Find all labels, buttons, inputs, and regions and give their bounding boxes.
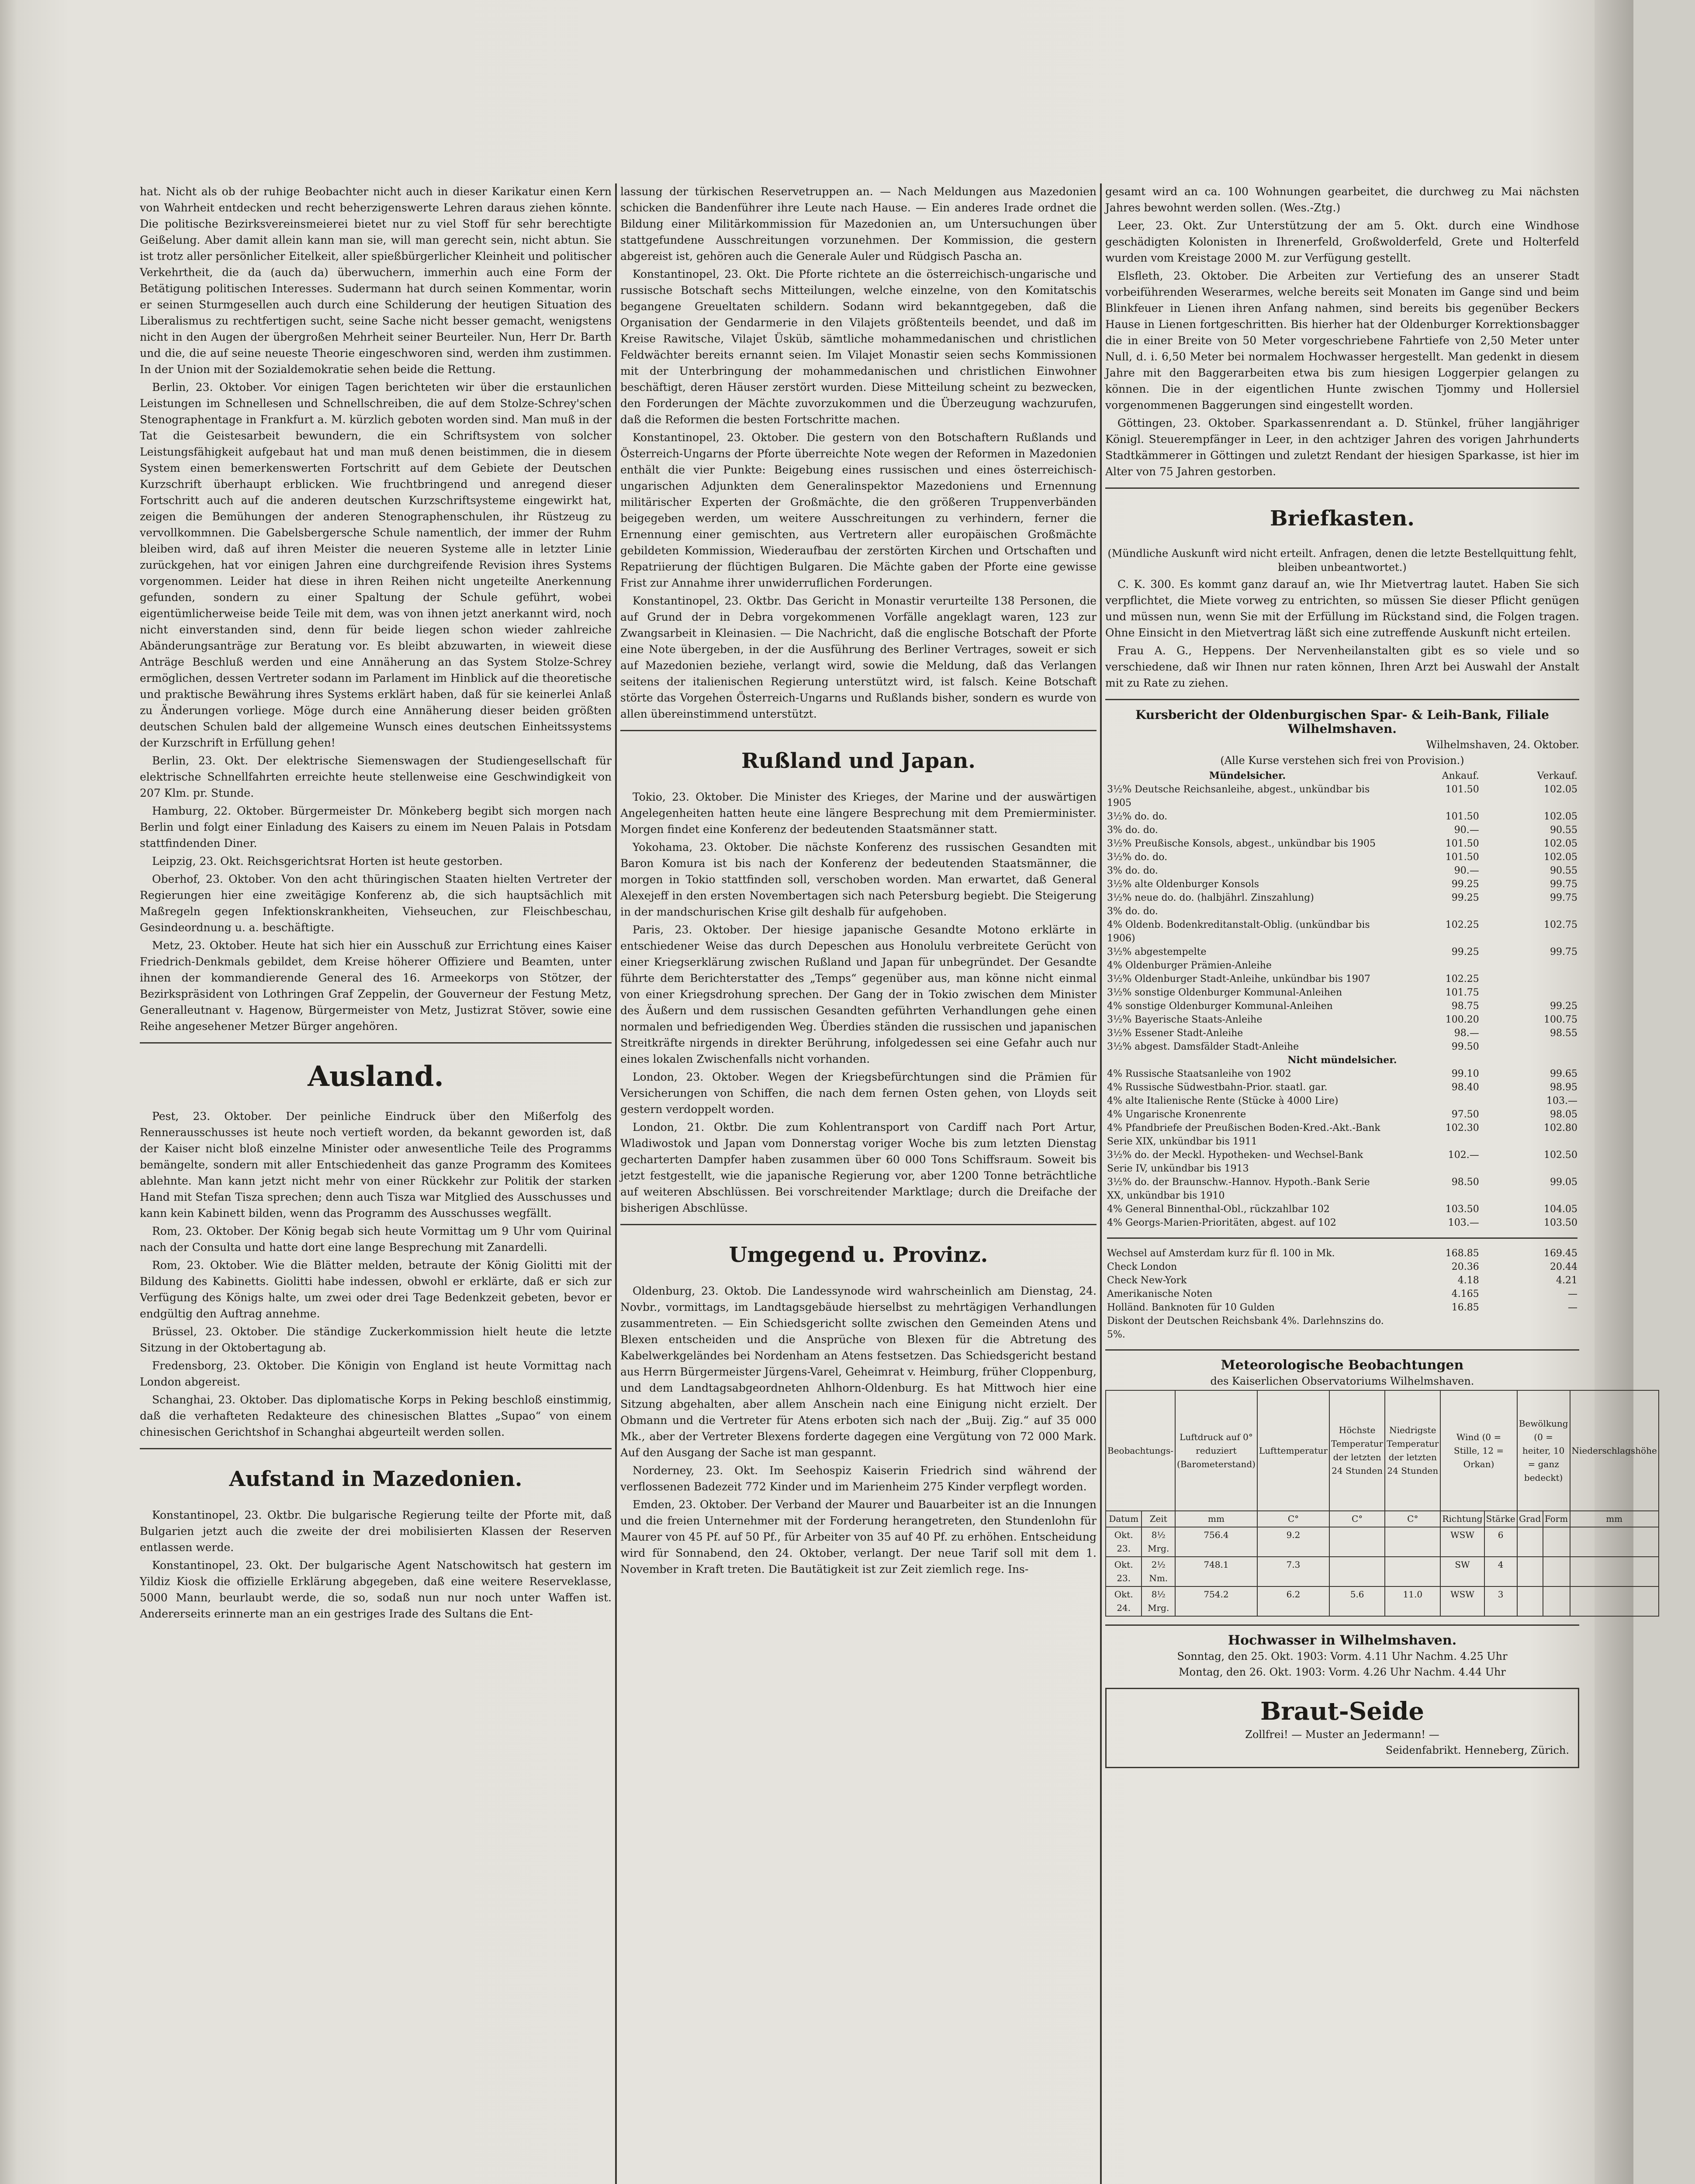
kurs-value: 99.75 [1550,892,1577,903]
article-text: Brüssel, 23. Oktober. Die ständige Zuckerkommission hielt heute die letzte Sitzung in der Oktobertagung ab. [140,1325,612,1354]
kurs-value: 98.40 [1451,1082,1479,1093]
kurs-row [1105,1203,1579,1216]
kurs-name: 4% Pfandbriefe der Preußischen Boden-Kred.-Akt.-Bank Serie XIX, unkündbar bis 1911 [1107,1123,1380,1147]
kurs-note: (Alle Kurse verstehen sich frei von Provision.) [1220,754,1464,767]
kurs-row [1105,945,1579,959]
kurs-value: 20.44 [1550,1261,1577,1272]
met-subhead: Stärke [1484,1511,1517,1527]
kurs-table [1105,769,1579,1341]
kurs-name: 4% Russische Staatsanleihe von 1902 [1107,1068,1291,1079]
met-subhead: mm [1175,1511,1257,1527]
briefkasten-note: (Mündliche Auskunft wird nicht erteilt. Anfragen, denen die letzte Bestellquittung fehlt, bleiben unbeantwortet.) [1107,547,1577,574]
kurs-date: Wilhelmshaven, 24. Oktober. [1426,739,1579,751]
kurs-value: 20.36 [1451,1261,1479,1272]
met-cell: Okt. 23. [1106,1557,1142,1586]
kurs-name: 3% do. do. [1107,865,1158,876]
kurs-value: 101.50 [1445,811,1479,822]
met-head: Beobachtungs- [1106,1390,1175,1511]
kurs-name: 3½% do. der Braunschw.-Hannov. Hypoth.-Bank Serie XX, unkündbar bis 1910 [1107,1177,1370,1201]
kurs-group-3 [1105,1247,1579,1341]
kurs-value: 103.50 [1544,1217,1577,1228]
met-cell [1329,1527,1385,1557]
column-1 [140,183,612,1624]
kurs-name: 3½% Essener Stadt-Anleihe [1107,1028,1243,1039]
kurs-row [1105,1216,1579,1230]
kurs-name: 3½% alte Oldenburger Konsols [1107,879,1259,890]
met-subtitle: des Kaiserlichen Observatoriums Wilhelmshaven. [1210,1375,1474,1387]
met-cell: 4 [1484,1557,1517,1586]
divider [620,730,1097,731]
article-text: London, 23. Oktober. Wegen der Kriegsbefürchtungen sind die Prämien für Versicherungen von Schiffen, die nach dem fernen Osten gehen, von Lloyds seit gestern verdoppelt worden. [620,1071,1097,1116]
met-row [1106,1527,1659,1557]
met-cell [1570,1527,1659,1557]
kurs-row [1105,1067,1579,1081]
met-cell: 11.0 [1385,1586,1440,1616]
kurs-value [1390,959,1481,972]
kurs-row [1105,1040,1579,1054]
kurs-name: 3% do. do. [1107,825,1158,836]
article-text: Hamburg, 22. Oktober. Bürgermeister Dr. Mönkeberg begibt sich morgen nach Berlin und folgt einer Einladung des Kaisers zu einem im Neuen Palais in Potsdam stattfindenden Diner. [140,805,612,850]
kurs-name: Check New-York [1107,1275,1187,1286]
met-cell [1570,1586,1659,1616]
article-text: Oldenburg, 23. Oktob. Die Landessynode wird wahrscheinlich am Dienstag, 24. Novbr., vormittags, im Landtagsgebäude hierselbst zu mehrtägigen Verhandlungen zusammentreten. — Ein Schiedsgericht sollte zwischen den Gemeinden Atens und Blexen entscheiden und die Ansprüche von Blexen für die Abtretung des Kabelwerkgeländes bei Nordenham an Atens festsetzen. Das Schiedsgericht bestand aus Herrn Bürgermeister Jürgens-Varel, Geheimrat v. Heimburg, früher Cloppenburg, und dem Landtagsabgeordneten Ahlhorn-Oldenburg. Es hat Mittwoch hier eine Sitzung abgehalten, aber allem Anschein nach eine Einigung nicht erzielt. Der Obmann und die Vertreter für Atens erboten sich nach der „Buij. Zig.“ auf 35 000 Mk., aber der Vertreter Blexens forderte dagegen eine Vergütung von 72 000 Mark. Auf den Ausgang der Sache ist man gespannt. [620,1285,1097,1459]
met-cell [1570,1557,1659,1586]
met-head: Lufttemperatur [1257,1390,1329,1511]
kurs-value: 99.75 [1550,947,1577,957]
article-text: Rom, 23. Oktober. Der König begab sich heute Vormittag um 9 Uhr vom Quirinal nach der Consulta und hatte dort eine lange Besprechung mit Zanardelli. [140,1225,612,1254]
article-text: Norderney, 23. Okt. Im Seehospiz Kaiserin Friedrich sind während der verflossenen Badezeit 772 Kinder und im Marienheim 275 Kinder verpflegt worden. [620,1464,1097,1493]
kurs-value: 16.85 [1451,1302,1479,1313]
article-text: Oberhof, 23. Oktober. Von den acht thüringischen Staaten hielten Vertreter der Regierungen hier eine zweitägige Konferenz ab, die sich hauptsächlich mit Maßregeln gegen Infektionskrankheiten, Viehseuchen, zur Fleischbeschau, Gesindeordnung u. a. beschäftigte. [140,873,612,934]
met-row [1106,1586,1659,1616]
article-text: Konstantinopel, 23. Oktbr. Die bulgarische Regierung teilte der Pforte mit, daß Bulgarien jetzt auch die zweite der drei mobilisierten Klassen der Reserven entlassen werde. [140,1509,612,1554]
article-text: Berlin, 23. Okt. Der elektrische Siemenswagen der Studiengesellschaft für elektrische Schnellfahrten erreichte heute stellenweise eine Geschwindigkeit von 207 Klm. pr. Stunde. [140,754,612,799]
kurs-row [1105,878,1579,891]
kurs-name: 4% Russische Südwestbahn-Prior. staatl. gar. [1107,1082,1328,1093]
kurs-name: 3½% Oldenburger Stadt-Anleihe, unkündbar bis 1907 [1107,974,1370,985]
kurs-name: 4% General Binnenthal-Obl., rückzahlbar 102 [1107,1204,1330,1215]
page-edge [1595,0,1633,2184]
kurs-row [1105,1094,1579,1108]
kurs-name: Amerikanische Noten [1107,1289,1213,1299]
met-cell: 3 [1484,1586,1517,1616]
kurs-name: 4% Georgs-Marien-Prioritäten, abgest. auf 102 [1107,1217,1336,1228]
kurs-row [1105,986,1579,999]
kurs-value: 102.50 [1544,1150,1577,1161]
kurs-name: 4% sonstige Oldenburger Kommunal-Anleihen [1107,1001,1333,1012]
kurs-value: 101.50 [1445,784,1479,795]
met-rows [1106,1527,1659,1616]
kurs-row [1105,810,1579,823]
kurs-name: 3½% neue do. do. (halbjährl. Zinszahlung) [1107,892,1314,903]
article-text: Leipzig, 23. Okt. Reichsgerichtsrat Horten ist heute gestorben. [152,855,503,867]
kurs-row [1105,1026,1579,1040]
section-heading-russland: Rußland und Japan. [741,749,975,773]
kurs-col-head: Ankauf. [1442,771,1479,781]
kurs-row [1105,823,1579,837]
kurs-group-2 [1105,1067,1579,1230]
kurs-value: 97.50 [1451,1109,1479,1120]
kurs-value: 102.05 [1544,852,1577,863]
kurs-value: 99.50 [1451,1041,1479,1052]
met-cell [1329,1557,1385,1586]
met-head: Niedrigste Temperatur der letzten 24 Stunden [1385,1390,1440,1511]
kurs-name: Diskont der Deutschen Reichsbank 4%. Darlehnszins do. 5%. [1107,1316,1384,1340]
article-text: lassung der türkischen Reservetruppen an. — Nach Meldungen aus Mazedonien schicken die Bandenführer ihre Leute nach Hause. — Ein anderes Irade ordnet die Bildung einer Militärkommission für Mazedonien an, um Untersuchungen über stattgefundene Ausschreitungen vorzunehmen. Der Kommission, die gestern abgereist ist, gehören auch die Generale Auler und Rüdgisch Pascha an. [620,185,1097,263]
met-cell [1517,1527,1543,1557]
kurs-row [1105,972,1579,986]
kurs-row [1105,1301,1579,1314]
kurs-value: 102.05 [1544,784,1577,795]
kurs-row [1105,1081,1579,1094]
met-subhead: C° [1385,1511,1440,1527]
kurs-row [1105,1108,1579,1121]
met-cell [1543,1557,1570,1586]
kurs-value: 101.50 [1445,852,1479,863]
kurs-row [1105,1175,1579,1203]
kurs-row [1105,905,1579,918]
article-text: Paris, 23. Oktober. Der hiesige japanische Gesandte Motono erklärte in entschiedener Weise das durch Depeschen aus Honolulu verbreitete Gerücht von einer Kriegserklärung zwischen Rußland und Japan für unbegründet. Der Gesandte führte dem Berichterstatter des „Temps“ gegenüber aus, man könne nicht einmal von einer Kriegsdrohung sprechen. Der Gang der in Tokio zwischen dem Minister des Äußern und dem russischen Gesandten geführten Verhandlungen gehe einen normalen und befriedigenden Weg. Überdies ständen die russischen und japanischen Streitkräfte nirgends in direkter Berührung, infolgedessen sei eine Gefahr auch nur eines lokalen Zwischenfalls nicht vorhanden. [620,923,1097,1065]
kurs-value [1390,1314,1481,1341]
met-cell: 754.2 [1175,1586,1257,1616]
kurs-value: — [1568,1302,1577,1313]
section-heading-umgegend: Umgegend u. Provinz. [729,1243,988,1267]
met-cell: 5.6 [1329,1586,1385,1616]
divider [1105,699,1579,700]
kurs-value: 102.30 [1445,1123,1479,1133]
article-text: Metz, 23. Oktober. Heute hat sich hier ein Ausschuß zur Errichtung eines Kaiser Friedrich-Denkmals gebildet, dem Kreise höherer Offiziere und Beamten, unter ihnen der kommandierende General des 16. Armeekorps von Stötzer, der Bezirkspräsident von Lothringen Graf Zeppelin, der Gouverneur der Festung Metz, Generalleutnant v. Hagenow, Bürgermeister von Metz, Justizrat Stöver, sowie eine Reihe angesehener Metzer Bürger angehören. [140,939,612,1033]
met-cell [1517,1557,1543,1586]
kurs-row [1105,1260,1579,1274]
hochwasser-line: Montag, den 26. Okt. 1903: Vorm. 4.26 Uhr Nachm. 4.44 Uhr [1179,1666,1506,1678]
divider [1107,1237,1577,1239]
met-table [1105,1390,1659,1617]
article-text: Frau A. G., Heppens. Der Nervenheilanstalten gibt es so viele und so verschiedene, daß wir Ihnen nur raten können, Ihren Arzt bei Auswahl der Anstalt mit zu Rate zu ziehen. [1105,644,1579,689]
kurs-row [1105,959,1579,972]
article-text: Pest, 23. Oktober. Der peinliche Eindruck über den Mißerfolg des Rennerausschusses ist heute noch vertieft worden, da bekannt geworden ist, daß der Kaiser nicht bloß einzelne Minister oder anwesentliche Teile des Programms bemängelte, sondern mit aller Entschiedenheit das ganze Programm des Komitees ablehnte. Man kann jetzt nicht mehr von einer Rückkehr zur Politik der starken Hand mit Stefan Tisza sprechen; denn auch Tisza war Mitglied des Ausschusses und kann kein Kabinett bilden, wenn das Programm des Ausschusses wegfällt. [140,1110,612,1220]
kurs-value [1481,905,1579,918]
hochwasser-title: Hochwasser in Wilhelmshaven. [1228,1633,1457,1648]
kurs-row [1105,1121,1579,1148]
met-cell [1543,1586,1570,1616]
kurs-value: 98.50 [1451,1177,1479,1188]
kurs-name: 3½% Preußische Konsols, abgest., unkündbar bis 1905 [1107,838,1376,849]
met-cell: 6.2 [1257,1586,1329,1616]
kurs-value [1390,905,1481,918]
met-head: Bewölkung (0 = heiter, 10 = ganz bedeckt) [1517,1390,1570,1511]
column-rule [615,183,617,2184]
kurs-value: 99.10 [1451,1068,1479,1079]
met-cell [1517,1586,1543,1616]
section-heading-aufstand: Aufstand in Mazedonien. [229,1467,522,1491]
kurs-name: 3½% abgestempelte [1107,947,1207,957]
met-cell: WSW [1440,1586,1484,1616]
kurs-value [1390,1094,1481,1108]
kurs-row [1105,864,1579,878]
kurs-value: 99.25 [1451,892,1479,903]
braut-line: Seidenfabrikt. Henneberg, Zürich. [1385,1744,1569,1756]
article-text: Emden, 23. Oktober. Der Verband der Maurer und Bauarbeiter ist an die Innungen und die freien Unternehmer mit der Forderung herangetreten, den Stundenlohn für Maurer von 45 Pf. auf 50 Pf., für Arbeiter von 35 auf 40 Pf. zu erhöhen. Entscheidung wird für Sonnabend, den 24. Oktober, verlangt. Der neue Tarif soll mit dem 1. November in Kraft treten. Die Bautätigkeit ist zur Zeit ziemlich rege. Ins- [620,1498,1097,1576]
kurs-row [1105,1148,1579,1175]
met-cell [1385,1557,1440,1586]
kurs-name: 3% do. do. [1107,906,1158,917]
article-text: C. K. 300. Es kommt ganz darauf an, wie Ihr Mietvertrag lautet. Haben Sie sich verpflichtet, die Miete vorweg zu entrichten, so müssen Sie dieser Pflicht genügen und müssen nun, wenn Sie mit der Erfüllung im Rückstand sind, die Folgen tragen. Ohne Einsicht in den Mietvertrag läßt sich eine zutreffende Auskunft nicht erteilen. [1105,578,1579,639]
kurs-value: 90.55 [1550,825,1577,836]
met-subhead-row [1106,1511,1659,1527]
met-cell: 6 [1484,1527,1517,1557]
met-cell [1385,1527,1440,1557]
kurs-row [1105,999,1579,1013]
article-text: Yokohama, 23. Oktober. Die nächste Konferenz des russischen Gesandten mit Baron Komura ist bis nach der Konferenz der bedeutenden Staatsmänner, die morgen in Tokio stattfinden soll, verschoben worden. Man erwartet, daß General Alexejeff in den ersten Novembertagen sich nach Petersburg begiebt. Die Steigerung in der mandschurischen Krise gilt deshalb für aufgehoben. [620,841,1097,918]
article-text: Elsfleth, 23. Oktober. Die Arbeiten zur Vertiefung des an unserer Stadt vorbeiführenden Weserarmes, welche bereits seit Monaten im Gange sind und beim Blinkfeuer in Lienen ihren Anfang nahmen, sind bereits bis gegenüber Beckers Hause in Lienen fortgeschritten. Bis hierher hat der Oldenburger Korrektionsbagger die in einer Breite von 50 Meter vorgeschriebene Fahrtiefe von 2,50 Meter unter Null, d. i. 6,50 Meter bei normalem Hochwasser hergestellt. Man gedenkt in diesem Jahre mit den Baggerarbeiten etwa bis zum hiesigen Loggerpier gelangen zu können. Die in der eigentlichen Hunte zwischen Tjommy und Hollersiel vorgenommenen Baggerungen sind eingestellt worden. [1105,270,1579,411]
section-heading-briefkasten: Briefkasten. [1270,506,1415,531]
kurs-row [1105,1274,1579,1287]
kurs-value: 100.20 [1445,1014,1479,1025]
kurs-value: 4.18 [1457,1275,1479,1286]
met-cell: 8½ Mrg. [1142,1527,1175,1557]
kurs-value: 102.25 [1445,919,1479,930]
divider [140,1448,612,1449]
divider [1105,1624,1579,1626]
article-text: gesamt wird an ca. 100 Wohnungen gearbeitet, die durchweg zu Mai nächsten Jahres bewohnt werden sollen. (Wes.-Ztg.) [1105,185,1579,214]
article-text: Rom, 23. Oktober. Wie die Blätter melden, betraute der König Giolitti mit der Bildung des Kabinetts. Giolitti habe indessen, obwohl er erklärte, daß er sich zur Verfügung des Königs halte, um zwei oder drei Tage Bedenkzeit gebeten, bevor er endgültig den Auftrag annehme. [140,1259,612,1320]
met-head: Höchste Temperatur der letzten 24 Stunden [1329,1390,1385,1511]
kurs-name: 3½% abgest. Damsfälder Stadt-Anleihe [1107,1041,1299,1052]
hochwasser-line: Sonntag, den 25. Okt. 1903: Vorm. 4.11 Uhr Nachm. 4.25 Uhr [1177,1650,1508,1662]
braut-title: Braut-Seide [1260,1697,1425,1726]
kurs-value: 99.25 [1451,947,1479,957]
kurs-row [1105,1314,1579,1341]
met-cell: Okt. 24. [1106,1586,1142,1616]
met-cell: 2½ Nm. [1142,1557,1175,1586]
kurs-value: 101.50 [1445,838,1479,849]
braut-line: Zollfrei! — Muster an Jedermann! — [1245,1728,1439,1741]
kurs-value: 169.45 [1544,1248,1577,1259]
met-cell: 748.1 [1175,1557,1257,1586]
kurs-value: 98.75 [1451,1001,1479,1012]
article-text: Fredensborg, 23. Oktober. Die Königin von England ist heute Vormittag nach London abgereist. [140,1359,612,1388]
kurs-value: 99.25 [1550,1001,1577,1012]
kurs-name: 4% Oldenb. Bodenkreditanstalt-Oblig. (unkündbar bis 1906) [1107,919,1370,944]
kurs-col-head: Verkauf. [1537,771,1577,781]
kurs-value: — [1568,1289,1577,1299]
kurs-name: 3½% Deutsche Reichsanleihe, abgest., unkündbar bis 1905 [1107,784,1370,809]
kurs-value: 98.05 [1550,1109,1577,1120]
kurs-row [1105,1247,1579,1260]
article-text: Konstantinopel, 23. Okt. Der bulgarische Agent Natschowitsch hat gestern im Yildiz Kiosk die offizielle Erklärung abgegeben, daß eine weitere Reserveklasse, 5000 Mann, beurlaubt werde, die so, sodaß nun nur noch unter Waffen ist. Andererseits erinnerte man an ein gestriges Irade des Sultans die Ent- [140,1559,612,1620]
kurs-heading: Nicht mündelsicher. [1287,1054,1397,1066]
kurs-value: 90.— [1454,865,1479,876]
column-rule [1100,183,1102,2184]
divider [1105,487,1579,489]
kurs-value: 101.75 [1445,987,1479,998]
met-cell: SW [1440,1557,1484,1586]
kurs-name: 4% alte Italienische Rente (Stücke à 4000 Lire) [1107,1095,1339,1106]
kurs-value [1481,959,1579,972]
kurs-row [1105,1013,1579,1026]
kurs-value: 102.— [1448,1150,1479,1161]
kurs-value: 90.— [1454,825,1479,836]
met-head: Wind (0 = Stille, 12 = Orkan) [1440,1390,1517,1511]
kurs-name: 3½% do. der Meckl. Hypotheken- und Wechsel-Bank Serie IV, unkündbar bis 1913 [1107,1150,1363,1174]
kurs-name: 4% Ungarische Kronenrente [1107,1109,1246,1120]
met-cell [1543,1527,1570,1557]
met-title: Meteorologische Beobachtungen [1221,1358,1464,1373]
kurs-name: 3½% do. do. [1107,811,1168,822]
article-text: Tokio, 23. Oktober. Die Minister des Krieges, der Marine und der auswärtigen Angelegenheiten hatten heute eine längere Besprechung mit dem Premierminister. Morgen findet eine Konferenz der bedeutenden Staatsmänner statt. [620,791,1097,836]
kurs-row [1105,918,1579,945]
met-subhead: Richtung [1440,1511,1484,1527]
kurs-value: 168.85 [1445,1248,1479,1259]
kurs-value: 99.75 [1550,879,1577,890]
kurs-value: 103.50 [1445,1204,1479,1215]
kurs-value: 100.75 [1544,1014,1577,1025]
divider [1105,1349,1579,1351]
kurs-name: Wechsel auf Amsterdam kurz für fl. 100 in Mk. [1107,1248,1335,1259]
met-row [1106,1557,1659,1586]
kurs-value: 103.— [1448,1217,1479,1228]
met-cell: 756.4 [1175,1527,1257,1557]
column-2 [620,183,1097,1579]
met-subhead: mm [1570,1511,1659,1527]
kurs-value [1481,1314,1579,1341]
met-cell: 7.3 [1257,1557,1329,1586]
kurs-value: 90.55 [1550,865,1577,876]
kurs-value: 98.95 [1550,1082,1577,1093]
article-text: Göttingen, 23. Oktober. Sparkassenrendant a. D. Stünkel, früher langjähriger Königl. Steuerempfänger in Leer, in den achtziger Jahren des vorigen Jahrhunderts Stadtkämmerer in Göttingen und zuletzt Rendant der hiesigen Sparkasse, ist hier im Alter von 75 Jahren gestorben. [1105,417,1579,478]
kurs-name: Check London [1107,1261,1177,1272]
met-subhead: Grad [1517,1511,1543,1527]
kurs-value: 98.— [1454,1028,1479,1039]
kurs-value: 102.80 [1544,1123,1577,1133]
braut-seide-ad [1105,1688,1579,1768]
kurs-value [1481,986,1579,999]
kurs-value: 99.05 [1550,1177,1577,1188]
article-text: Konstantinopel, 23. Oktbr. Das Gericht in Monastir verurteilte 138 Personen, die auf Grund der in Debra vorgekommenen Vorfälle angeklagt waren, 123 zur Zwangsarbeit in Kleinasien. — Die Nachricht, daß die englische Botschaft der Pforte eine Note übergeben, in der die Ausführung des Berliner Vertrages, soweit er sich auf Mazedonien beziehe, verlangt wird, sowie die Meldung, daß das Verlangen seitens der italienischen Regierung unterstützt wird, ist falsch. Keine Botschaft störte das Vorgehen Österreich-Ungarns und Rußlands bisher, sondern es wurde von allen übereinstimmend unterstützt. [620,594,1097,720]
kurs-value: 98.55 [1550,1028,1577,1039]
met-subhead: Datum [1106,1511,1142,1527]
kurs-value: 103.— [1546,1095,1577,1106]
section-heading-ausland: Ausland. [308,1060,444,1093]
article-text: Konstantinopel, 23. Oktober. Die gestern von den Botschaftern Rußlands und Österreich-Ungarns der Pforte überreichte Note wegen der Reformen in Mazedonien enthält die vier Punkte: Beigebung eines russischen und eines österreichisch-ungarischen Adjunkten dem Generalinspektor Mazedoniens und Ernennung militärischer Experten der Großmächte, die den größeren Truppenverbänden beigegeben werden, um weitere Ausschreitungen zu verhindern, ferner die Ernennung einer gemischten, aus Vertretern aller europäischen Großmächte gebildeten Kommission, Wiederaufbau der zerstörten Kirchen und Ortschaften und Repatriierung der flüchtigen Bulgaren. Die Mächte gaben der Pforte eine gewisse Frist zur Annahme ihrer unwiderruflichen Forderungen. [620,431,1097,589]
article-text: Berlin, 23. Oktober. Vor einigen Tagen berichteten wir über die erstaunlichen Leistungen im Schnellesen und Schnellschreiben, die auf dem Stolze-Schrey'schen Stenographentage in Frankfurt a. M. kürzlich geboten worden sind. Man muß in der Tat die Geistesarbeit bewundern, die ein Schriftsystem von solcher Leistungsfähigkeit aufgebaut hat und man muß denen beistimmen, die in diesem System einen bemerkenswerten Fortschritt auf dem Gebiete der Deutschen Kurzschrift überhaupt erblicken. Wie fruchtbringend und anregend dieser Fortschritt auch auf die anderen deutschen Kurzschriftsysteme eingewirkt hat, zeigen die Bemühungen der anderen Stenographenschulen, ihr Rüstzeug zu vervollkommnen. Die Gabelsbergersche Schule namentlich, der immer der Ruhm bleiben wird, daß auf ihren Meister die neueren Systeme alle in letzter Linie zurückgehen, hat vor einigen Jahren eine durchgreifende Revision ihres Systems vorgenommen. Leider hat diese in ihren Reihen nicht ungeteilte Anerkennung gefunden, sondern zu einer Spaltung der Schule geführt, wobei eigentümlicherweise beide Teile mit dem, was von ihnen jetzt anerkannt wird, noch nicht einverstanden sind, denn für beide liegen schon wieder zahlreiche Abänderungsanträge zur Beratung vor. Es bleibt abzuwarten, in wieweit diese Anträge Beschluß werden und eine Annäherung an das System Stolze-Schrey ermöglichen, dessen Vertreter sodann im Parlament im Hinblick auf die theoretische und praktische Bewährung ihres Systems erklärt haben, daß für sie keinerlei Anlaß zu Änderungen vorliege. Möge durch eine Annäherung dieser beiden größten deutschen Schulen bald der allgemeine Wunsch eines deutschen Einheitssystems der Kurzschrift in Erfüllung gehen! [140,381,612,749]
kurs-row [1105,1287,1579,1301]
kurs-value: 102.25 [1445,974,1479,985]
kurs-value: 102.05 [1544,811,1577,822]
kurs-name: Holländ. Banknoten für 10 Gulden [1107,1302,1275,1313]
divider [140,1042,612,1044]
kurs-value: 104.05 [1544,1204,1577,1215]
met-head: Luftdruck auf 0° reduziert (Barometerstand) [1175,1390,1257,1511]
met-subhead: C° [1329,1511,1385,1527]
kurs-value: 4.21 [1556,1275,1577,1286]
kurs-group-1 [1105,783,1579,1054]
met-cell: 9.2 [1257,1527,1329,1557]
kurs-value: 102.05 [1544,838,1577,849]
kurs-name: 3½% Bayerische Staats-Anleihe [1107,1014,1263,1025]
kurs-value [1481,1040,1579,1054]
kurs-name: 4% Oldenburger Prämien-Anleihe [1107,960,1272,971]
kurs-value: 4.165 [1451,1289,1479,1299]
divider [620,1224,1097,1225]
kurs-row [1105,891,1579,905]
kurs-value: 99.65 [1550,1068,1577,1079]
kurs-name: 3½% do. do. [1107,852,1168,863]
kurs-value: 102.75 [1544,919,1577,930]
met-subhead: C° [1257,1511,1329,1527]
met-subhead: Zeit [1142,1511,1175,1527]
kurs-row [1105,783,1579,810]
article-text: Leer, 23. Okt. Zur Unterstützung der am 5. Okt. durch eine Windhose geschädigten Kolonisten in Ihrenerfeld, Großwolderfeld, Grete und Holterfeld wurden vom Kreistage 2000 M. zur Verfügung gestellt. [1105,219,1579,264]
met-head: Niederschlagshöhe [1570,1390,1659,1511]
kurs-row [1105,850,1579,864]
met-subhead: Form [1543,1511,1570,1527]
kurs-name: 3½% sonstige Oldenburger Kommunal-Anleihen [1107,987,1342,998]
kurs-value [1481,972,1579,986]
column-3 [1105,183,1657,1777]
kurs-row [1105,837,1579,850]
kurs-value: 99.25 [1451,879,1479,890]
met-cell: Okt. 23. [1106,1527,1142,1557]
kurs-title: Kursbericht der Oldenburgischen Spar- & Leih-Bank, Filiale Wilhelmshaven. [1135,708,1549,736]
article-text: London, 21. Oktbr. Die zum Kohlentransport von Cardiff nach Port Artur, Wladiwostok und Japan vom Donnerstag voriger Woche bis zum letzten Dienstag gecharterten Dampfer haben zusammen über 60 000 Tons Schiffsraum. Soweit bis jetzt festgestellt, wie die japanische Regierung vor, aber 1200 Tonne beträchtliche auf weiteren Abschlüssen. Bei vorschreitender Marktlage; durch die Dreifache der bisherigen Abschlüsse. [620,1121,1097,1214]
article-text: hat. Nicht als ob der ruhige Beobachter nicht auch in dieser Karikatur einen Kern von Wahrheit entdecken und recht beherzigenswerte Lehren daraus ziehen könnte. Die politische Bezirksvereinsmeierei bietet nur zu viel Stoff für sehr berechtigte Geißelung. Aber damit allein kann man sie, will man gerecht sein, nicht abtun. Sie ist trotz aller persönlicher Eitelkeit, aller spießbürgerlicher Kleinheit und politischer Verkehrtheit, die da (auch da) überwuchern, immerhin auch eine Form der Betätigung politischen Interesses. Sudermann hat durch seinen Kommentar, worin er seinen Sturmgesellen auch durch eine Schilderung der heutigen Situation des Liberalismus zu rechtfertigen sucht, seine Sache nicht besser gemacht, wenigstens nicht in den Augen der übergroßen Mehrheit seiner Beurteiler. Nun, Herr Dr. Barth und die, die auf seine neueste Theorie eingeschworen sind, werden ihm zustimmen. In der Union mit der Sozialdemokratie sehen beide die Rettung. [140,185,612,376]
article-text: Schanghai, 23. Oktober. Das diplomatische Korps in Peking beschloß einstimmig, daß die verhafteten Redakteure des chinesischen Blattes „Supao“ von einem chinesischen Gerichtshof in Schanghai abgeurteilt werden sollen. [140,1393,612,1438]
article-text: Konstantinopel, 23. Okt. Die Pforte richtete an die österreichisch-ungarische und russische Botschaft sechs Mitteilungen, welche einzelne, von den Komitatschis begangene Greueltaten schildern. Sodann wird bekanntgegeben, daß die Organisation der Gendarmerie in den Vilajets größtenteils beendet, und daß im Kreise Rawitsche, Vilajet Üsküb, sämtliche mohammedanischen und christlichen Feldwächter bereits ernannt seien. Im Vilajet Monastir seien sechs Kommissionen mit der Unterbringung der mohammedanischen und christlichen Einwohner beschäftigt, deren Häuser zerstört wurden. Diese Mitteilung scheint zu bezwecken, den Forderungen der Mächte zuvorzukommen und die Überzeugung wachzurufen, daß die Reformen die besten Fortschritte machen. [620,268,1097,426]
kurs-heading: Mündelsicher. [1209,770,1286,781]
met-cell: 8½ Mrg. [1142,1586,1175,1616]
met-cell: WSW [1440,1527,1484,1557]
